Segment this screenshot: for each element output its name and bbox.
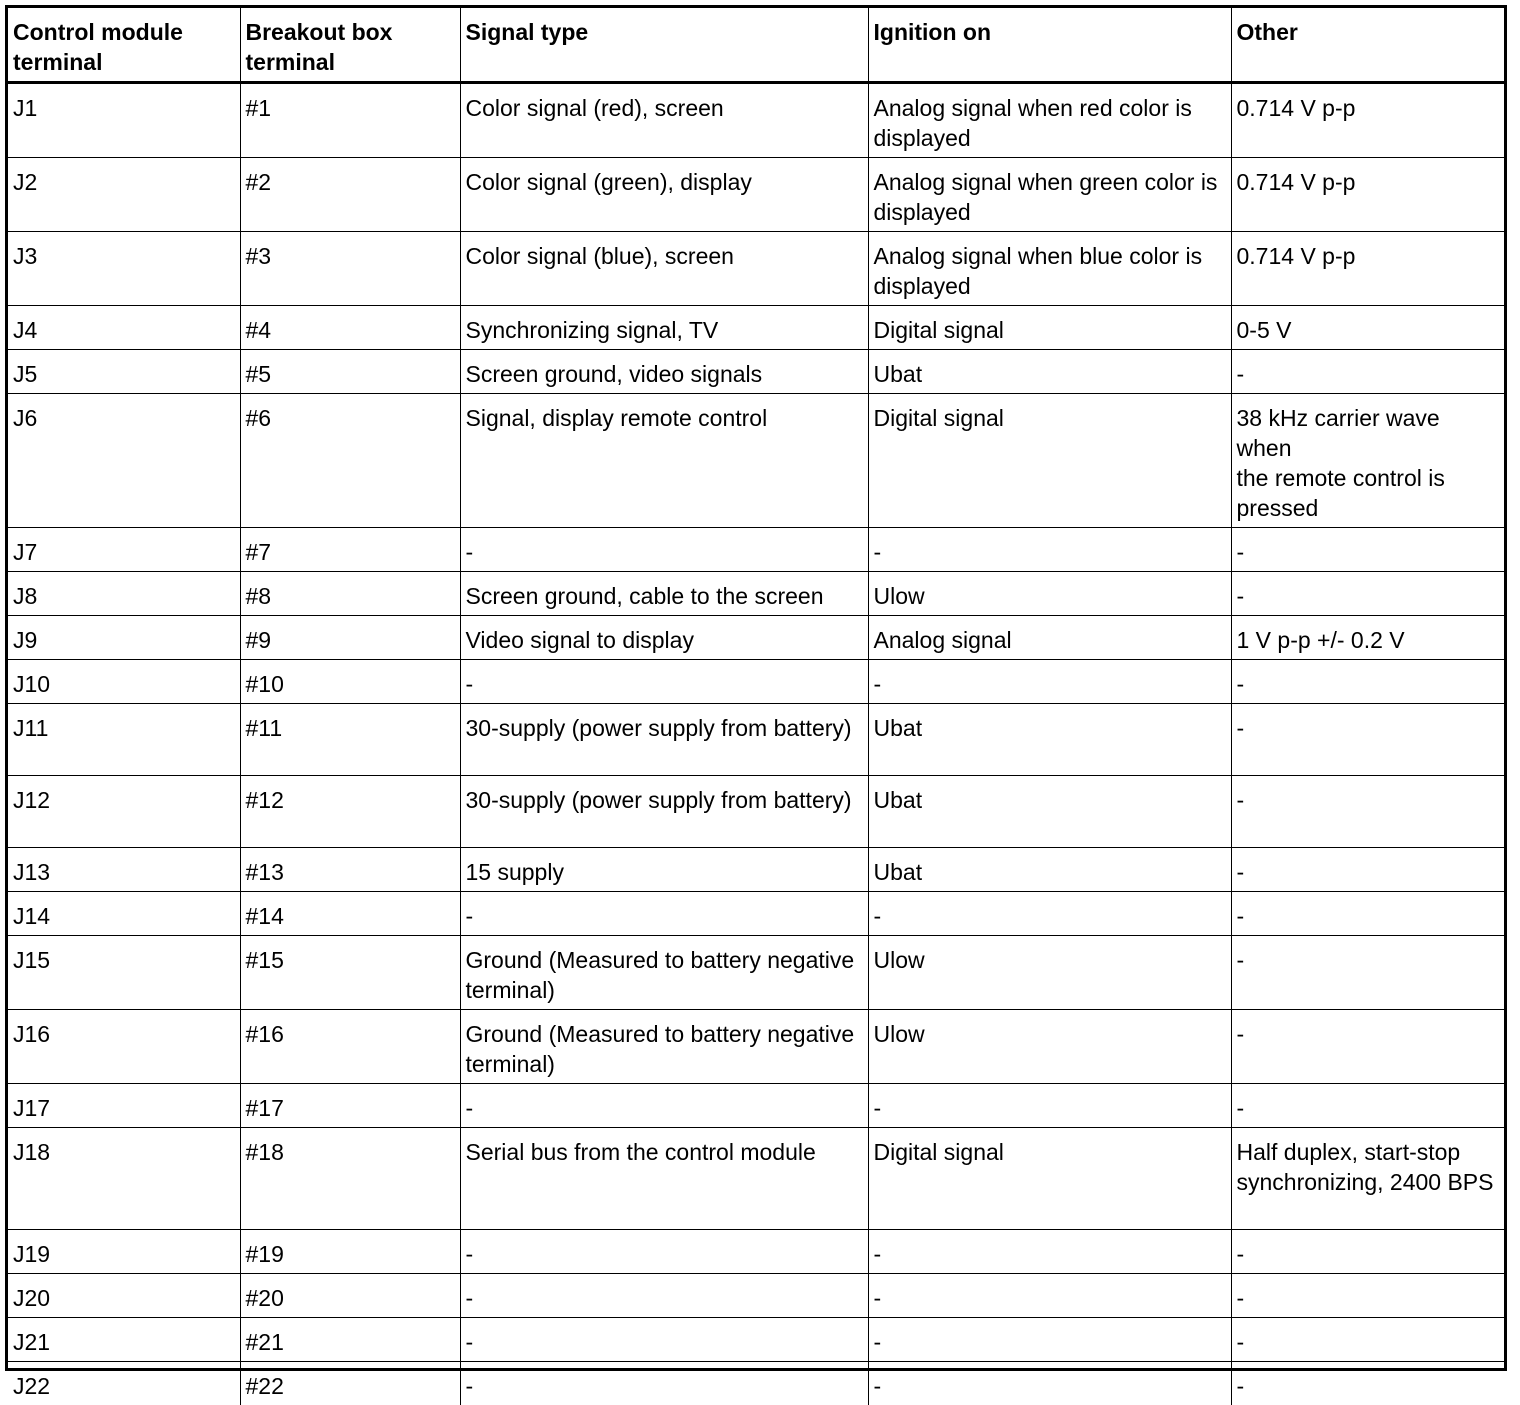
cell-breakout-box-terminal: #10 [240,660,460,704]
cell-other: 0-5 V [1231,306,1504,350]
table-row [8,660,1504,704]
cell-other: - [1231,572,1504,616]
cell-signal-type: Screen ground, cable to the screen [460,572,868,616]
table-row [8,1084,1504,1128]
cell-control-module-terminal: J14 [8,892,240,936]
cell-ignition-on: Ubat [868,350,1231,394]
cell-signal-type: Serial bus from the control module [460,1128,868,1230]
cell-signal-type: - [460,528,868,572]
table-row [8,394,1504,528]
cell-other: - [1231,936,1504,1010]
cell-signal-type: Color signal (red), screen [460,83,868,158]
cell-control-module-terminal: J8 [8,572,240,616]
cell-signal-type: Synchronizing signal, TV [460,306,868,350]
cell-control-module-terminal: J10 [8,660,240,704]
cell-breakout-box-terminal: #2 [240,158,460,232]
cell-breakout-box-terminal: #22 [240,1362,460,1405]
cell-other: Half duplex, start-stop synchronizing, 2400 BPS [1231,1128,1504,1230]
cell-control-module-terminal: J7 [8,528,240,572]
cell-control-module-terminal: J20 [8,1274,240,1318]
cell-ignition-on: Digital signal [868,394,1231,528]
cell-signal-type: Signal, display remote control [460,394,868,528]
table-row [8,528,1504,572]
cell-other: - [1231,892,1504,936]
cell-breakout-box-terminal: #8 [240,572,460,616]
cell-breakout-box-terminal: #11 [240,704,460,776]
cell-ignition-on: - [868,1318,1231,1362]
cell-breakout-box-terminal: #1 [240,83,460,158]
cell-breakout-box-terminal: #18 [240,1128,460,1230]
cell-breakout-box-terminal: #16 [240,1010,460,1084]
cell-ignition-on: - [868,1230,1231,1274]
table-row [8,572,1504,616]
cell-other: - [1231,1318,1504,1362]
cell-other: 0.714 V p-p [1231,158,1504,232]
header-other: Other [1231,8,1504,83]
cell-signal-type: Video signal to display [460,616,868,660]
cell-breakout-box-terminal: #20 [240,1274,460,1318]
cell-ignition-on: - [868,528,1231,572]
cell-ignition-on: Analog signal when blue color is displayed [868,232,1231,306]
cell-ignition-on: Digital signal [868,1128,1231,1230]
cell-control-module-terminal: J17 [8,1084,240,1128]
table-row [8,1274,1504,1318]
table-row [8,848,1504,892]
table-row [8,350,1504,394]
table-body [8,83,1504,1405]
cell-other: - [1231,848,1504,892]
table-row [8,158,1504,232]
table-row [8,776,1504,848]
cell-ignition-on: Analog signal when green color is displayed [868,158,1231,232]
cell-control-module-terminal: J22 [8,1362,240,1405]
cell-control-module-terminal: J9 [8,616,240,660]
cell-ignition-on: - [868,660,1231,704]
cell-breakout-box-terminal: #14 [240,892,460,936]
table-row [8,232,1504,306]
cell-signal-type: Screen ground, video signals [460,350,868,394]
cell-signal-type: - [460,1362,868,1405]
cell-signal-type: 15 supply [460,848,868,892]
cell-signal-type: - [460,1230,868,1274]
cell-breakout-box-terminal: #3 [240,232,460,306]
cell-other: - [1231,1230,1504,1274]
cell-ignition-on: Ubat [868,848,1231,892]
cell-signal-type: Color signal (blue), screen [460,232,868,306]
cell-other: - [1231,1274,1504,1318]
table-row [8,1010,1504,1084]
cell-control-module-terminal: J2 [8,158,240,232]
cell-other: - [1231,1362,1504,1405]
cell-control-module-terminal: J21 [8,1318,240,1362]
cell-breakout-box-terminal: #15 [240,936,460,1010]
table-row [8,306,1504,350]
cell-control-module-terminal: J13 [8,848,240,892]
cell-ignition-on: Ubat [868,776,1231,848]
cell-signal-type: Color signal (green), display [460,158,868,232]
cell-ignition-on: - [868,1084,1231,1128]
cell-breakout-box-terminal: #7 [240,528,460,572]
cell-other: 0.714 V p-p [1231,83,1504,158]
cell-signal-type: - [460,1084,868,1128]
cell-breakout-box-terminal: #4 [240,306,460,350]
cell-other: - [1231,350,1504,394]
table-header-row [8,8,1504,83]
cell-control-module-terminal: J11 [8,704,240,776]
cell-ignition-on: - [868,1362,1231,1405]
cell-breakout-box-terminal: #13 [240,848,460,892]
table-row [8,892,1504,936]
cell-control-module-terminal: J12 [8,776,240,848]
header-control-module-terminal: Control module terminal [8,8,240,83]
cell-other: 0.714 V p-p [1231,232,1504,306]
table-row [8,1230,1504,1274]
cell-control-module-terminal: J18 [8,1128,240,1230]
table-row [8,704,1504,776]
cell-other: - [1231,528,1504,572]
cell-other: 1 V p-p +/- 0.2 V [1231,616,1504,660]
cell-control-module-terminal: J15 [8,936,240,1010]
cell-signal-type: 30-supply (power supply from battery) [460,704,868,776]
table-row [8,616,1504,660]
cell-ignition-on: Analog signal when red color is displayed [868,83,1231,158]
cell-breakout-box-terminal: #5 [240,350,460,394]
table-row [8,83,1504,158]
cell-breakout-box-terminal: #6 [240,394,460,528]
header-ignition-on: Ignition on [868,8,1231,83]
cell-breakout-box-terminal: #9 [240,616,460,660]
cell-breakout-box-terminal: #12 [240,776,460,848]
cell-ignition-on: - [868,1274,1231,1318]
cell-ignition-on: Ulow [868,1010,1231,1084]
table-row [8,1128,1504,1230]
cell-control-module-terminal: J16 [8,1010,240,1084]
header-signal-type: Signal type [460,8,868,83]
cell-control-module-terminal: J19 [8,1230,240,1274]
cell-breakout-box-terminal: #21 [240,1318,460,1362]
cell-other: - [1231,1010,1504,1084]
cell-signal-type: - [460,1318,868,1362]
cell-control-module-terminal: J4 [8,306,240,350]
cell-control-module-terminal: J1 [8,83,240,158]
table-row [8,1362,1504,1405]
cell-other: - [1231,776,1504,848]
cell-other: - [1231,660,1504,704]
terminal-signal-table [8,8,1504,1405]
cell-control-module-terminal: J5 [8,350,240,394]
cell-ignition-on: - [868,892,1231,936]
table-row [8,936,1504,1010]
cell-ignition-on: Ubat [868,704,1231,776]
cell-signal-type: - [460,660,868,704]
cell-signal-type: - [460,892,868,936]
cell-control-module-terminal: J6 [8,394,240,528]
cell-ignition-on: Digital signal [868,306,1231,350]
cell-signal-type: Ground (Measured to battery negative terminal) [460,1010,868,1084]
cell-breakout-box-terminal: #19 [240,1230,460,1274]
cell-other: 38 kHz carrier wave when the remote control is pressed [1231,394,1504,528]
terminal-table-sheet [5,5,1507,1371]
cell-other: - [1231,704,1504,776]
cell-ignition-on: Ulow [868,936,1231,1010]
cell-ignition-on: Ulow [868,572,1231,616]
cell-ignition-on: Analog signal [868,616,1231,660]
cell-signal-type: 30-supply (power supply from battery) [460,776,868,848]
table-row [8,1318,1504,1362]
cell-control-module-terminal: J3 [8,232,240,306]
cell-breakout-box-terminal: #17 [240,1084,460,1128]
header-breakout-box-terminal: Breakout box terminal [240,8,460,83]
cell-signal-type: Ground (Measured to battery negative terminal) [460,936,868,1010]
cell-signal-type: - [460,1274,868,1318]
cell-other: - [1231,1084,1504,1128]
